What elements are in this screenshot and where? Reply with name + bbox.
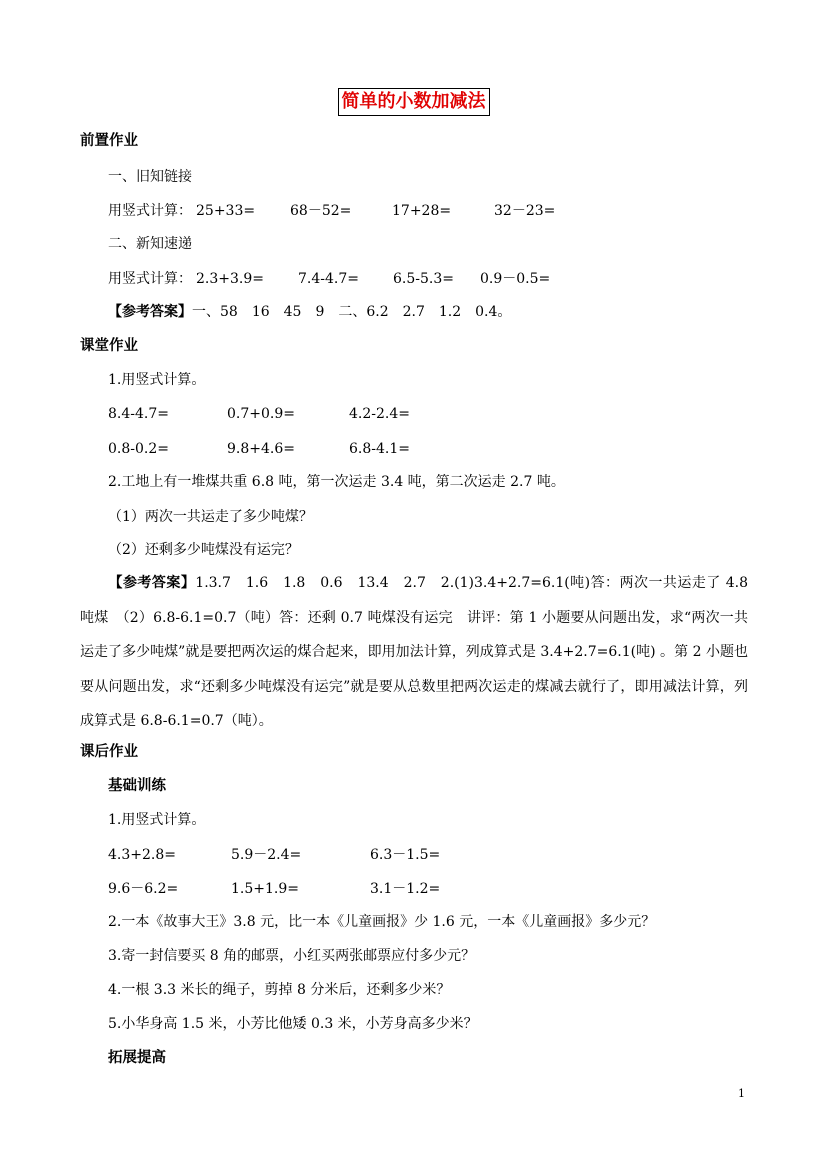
section-heading-class: 课堂作业 bbox=[80, 337, 138, 354]
class-q1-expr: 0.7+0.9= bbox=[227, 406, 295, 422]
after-q1-expr: 1.5+1.9= bbox=[231, 881, 299, 897]
after-q1-expr: 5.9－2.4= bbox=[231, 847, 302, 863]
class-q1-expr: 0.8-0.2= bbox=[108, 441, 169, 457]
after-q5: 5.小华身高 1.5 米，小芳比他矮 0.3 米，小芳身高多少米？ bbox=[108, 1016, 478, 1032]
after-q1-expr: 6.3－1.5= bbox=[370, 847, 441, 863]
class-q1-expr: 4.2-2.4= bbox=[349, 406, 410, 422]
pre-part2-expr: 7.4-4.7= bbox=[298, 271, 359, 287]
class-q2-title: 2.工地上有一堆煤共重 6.8 吨，第一次运走 3.4 吨，第二次运走 2.7 吨。 bbox=[108, 474, 565, 490]
page-number: 1 bbox=[738, 1087, 745, 1100]
pre-part1-label: 用竖式计算： bbox=[108, 203, 192, 219]
after-q1-title: 1.用竖式计算。 bbox=[108, 812, 206, 828]
subsection-heading-extension: 拓展提高 bbox=[108, 1049, 166, 1066]
answer-label: 【参考答案】 bbox=[108, 304, 192, 320]
after-q2: 2.一本《故事大王》3.8 元，比一本《儿童画报》少 1.6 元，一本《儿童画报》多少元？ bbox=[108, 914, 656, 930]
pre-part1-expr: 17+28= bbox=[392, 203, 452, 219]
class-q2-sub2: （2）还剩多少吨煤没有运完？ bbox=[108, 542, 299, 558]
pre-part2-expr: 0.9－0.5= bbox=[480, 271, 551, 287]
after-q3: 3.寄一封信要买 8 角的邮票，小红买两张邮票应付多少元？ bbox=[108, 948, 476, 964]
class-q1-expr: 9.8+4.6= bbox=[227, 441, 295, 457]
pre-part2-expr: 2.3+3.9= bbox=[196, 271, 264, 287]
section-heading-pre: 前置作业 bbox=[80, 132, 138, 149]
title-wrap bbox=[0, 88, 827, 116]
answer-text: 1.3.7 1.6 1.8 0.6 13.4 2.7 2.(1)3.4+2.7=6.1(吨)答：两次一共运走了 4.8 吨煤 （2）6.8-6.1=0.7（吨）答：还剩 0.7 吨煤没有运完 讲评：第 1 小题要从问题出发，求“两次一共运走了多少吨煤”就是要把两次运的煤合起来，即用加法计算，列成算式是 3.4+2.7=6.1(吨) 。第 2 小题也要从问题出发，求“还剩多少吨煤没有运完”就是要从总数里把两次运走的煤减去就行了，即用减法计算，列成算式是 6.8-6.1=0.7（吨）。 bbox=[80, 575, 748, 729]
pre-part1-expr: 68－52= bbox=[290, 203, 352, 219]
answer-text: 一、58 16 45 9 二、6.2 2.7 1.2 0.4。 bbox=[192, 304, 512, 320]
class-q1-expr: 8.4-4.7= bbox=[108, 406, 169, 422]
pre-part1-title: 一、旧知链接 bbox=[108, 169, 192, 185]
after-q1-expr: 9.6－6.2= bbox=[108, 881, 179, 897]
subsection-heading-basic: 基础训练 bbox=[108, 777, 166, 794]
document-title: 简单的小数加减法 bbox=[338, 88, 490, 116]
pre-answer bbox=[108, 302, 511, 322]
pre-part2-label: 用竖式计算： bbox=[108, 271, 192, 287]
class-q1-expr: 6.8-4.1= bbox=[349, 441, 410, 457]
after-q1-expr: 4.3+2.8= bbox=[108, 847, 176, 863]
pre-part1-expr: 25+33= bbox=[196, 203, 256, 219]
after-q1-expr: 3.1－1.2= bbox=[370, 881, 441, 897]
answer-label: 【参考答案】 bbox=[108, 575, 196, 591]
after-q4: 4.一根 3.3 米长的绳子，剪掉 8 分米后，还剩多少米？ bbox=[108, 982, 451, 998]
pre-part2-title: 二、新知速递 bbox=[108, 236, 192, 252]
section-heading-after: 课后作业 bbox=[80, 743, 138, 760]
pre-part1-expr: 32－23= bbox=[494, 203, 556, 219]
class-q1-title: 1.用竖式计算。 bbox=[108, 372, 206, 388]
class-q2-sub1: （1）两次一共运走了多少吨煤？ bbox=[108, 509, 313, 525]
pre-part2-expr: 6.5-5.3= bbox=[393, 271, 454, 287]
class-answer-paragraph bbox=[80, 566, 748, 739]
